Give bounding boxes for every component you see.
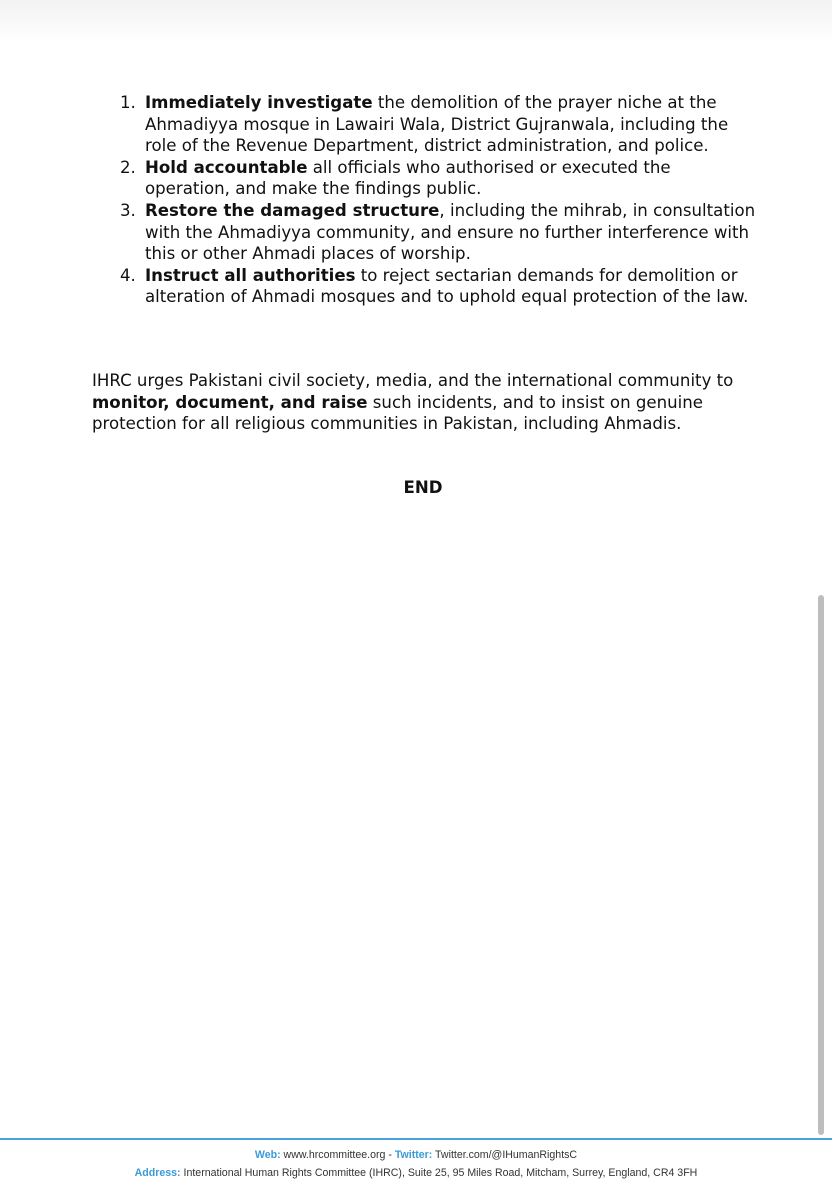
item-bold-lead: Instruct all authorities bbox=[145, 265, 356, 285]
footer-address-line bbox=[0, 1167, 832, 1179]
list-item bbox=[100, 157, 760, 200]
item-bold-lead: Hold accountable bbox=[145, 157, 308, 177]
closing-bold-phrase: monitor, document, and raise bbox=[92, 392, 368, 412]
item-bold-lead: Immediately investigate bbox=[145, 93, 373, 112]
address-text: International Human Rights Committee (IHRC), Suite 25, 95 Miles Road, Mitcham, Surrey, England, CR4 3FH bbox=[180, 1167, 698, 1179]
item-text: all officials who authorised or executed the operation, and make the findings public. bbox=[145, 157, 671, 199]
closing-text-end: such incidents, and to insist on genuine protection for all religious communities in Pakistan, including Ahmadis. bbox=[92, 392, 703, 434]
scrollbar-thumb[interactable] bbox=[818, 595, 824, 1135]
footer-divider bbox=[0, 1138, 832, 1140]
item-text: the demolition of the prayer niche at the Ahmadiyya mosque in Lawairi Wala, District Gujranwala, including the role of the Revenue Department, district administration, and police. bbox=[145, 93, 729, 156]
item-number: 2. bbox=[120, 157, 136, 177]
list-item bbox=[100, 92, 760, 157]
list-item bbox=[100, 200, 760, 265]
item-bold-lead: Restore the damaged structure bbox=[145, 200, 440, 220]
closing-paragraph bbox=[92, 370, 772, 435]
web-link[interactable]: www.hrcommittee.org - bbox=[280, 1149, 395, 1161]
top-shadow-band bbox=[0, 0, 832, 42]
item-text: to reject sectarian demands for demolition or alteration of Ahmadi mosques and to uphold equal protection of the law. bbox=[145, 265, 749, 307]
list-item bbox=[100, 265, 760, 308]
twitter-label: Twitter: bbox=[394, 1149, 433, 1161]
item-number: 1. bbox=[120, 93, 136, 112]
closing-text-start: IHRC urges Pakistani civil society, media, and the international community to bbox=[92, 371, 734, 390]
item-text: , including the mihrab, in consultation with the Ahmadiyya community, and ensure no further interference with this or other Ahmadi places of worship. bbox=[145, 200, 756, 264]
twitter-link[interactable]: Twitter.com/@IHumanRightsC bbox=[432, 1149, 578, 1161]
item-number: 3. bbox=[120, 200, 136, 220]
end-marker: END bbox=[403, 478, 443, 497]
address-label: Address: bbox=[134, 1167, 181, 1179]
web-label: Web: bbox=[254, 1149, 281, 1161]
recommendations-list bbox=[100, 92, 760, 308]
item-number: 4. bbox=[120, 265, 136, 285]
footer-web-line bbox=[0, 1149, 832, 1161]
